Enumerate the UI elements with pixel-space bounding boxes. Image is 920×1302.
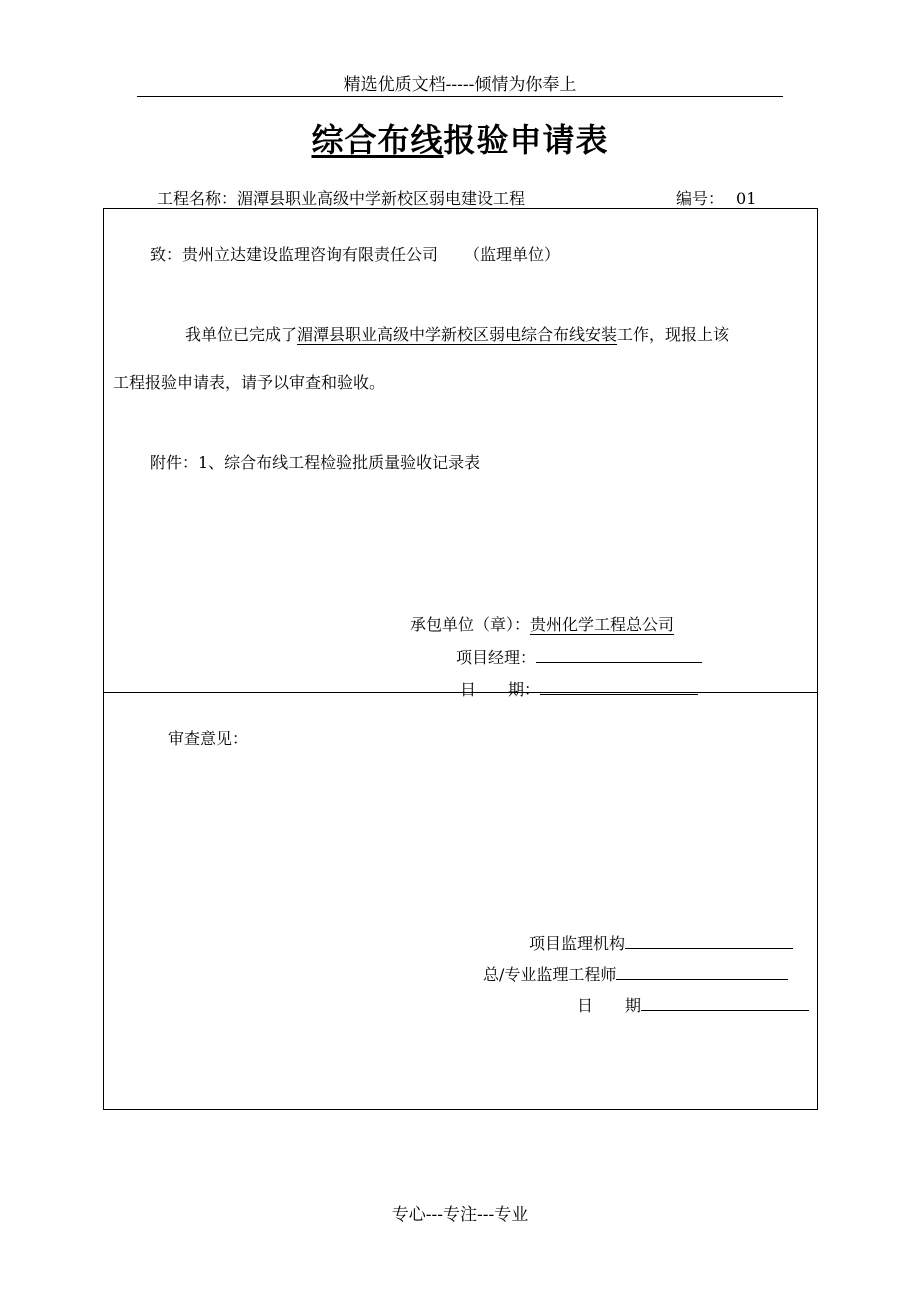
page-header: 精选优质文档-----倾情为你奉上 <box>343 75 577 95</box>
body-work-item: 湄潭县职业高级中学新校区弱电综合布线安装 <box>297 325 618 344</box>
addressee-prefix: 致： <box>150 245 183 264</box>
contractor-date-row <box>460 677 698 700</box>
supervision-org-row <box>529 931 793 954</box>
header-rule <box>137 96 783 97</box>
review-date-blank <box>641 994 809 1011</box>
attachment-line: 附件：1、综合布线工程检验批质量验收记录表 <box>150 453 481 472</box>
contractor-date-blank <box>540 678 698 695</box>
addressee-row <box>150 242 560 265</box>
addressee-company: 贵州立达建设监理咨询有限责任公司 <box>182 245 439 264</box>
project-number-label: 编号： <box>676 189 725 208</box>
supervision-org-label: 项目监理机构 <box>529 934 626 953</box>
project-number-row <box>676 186 756 209</box>
contractor-date-label: 日 期： <box>460 680 541 699</box>
review-date-label: 日 期 <box>577 996 642 1015</box>
project-manager-row <box>456 645 702 668</box>
project-manager-blank <box>536 646 702 663</box>
body-line1-suffix: 工作，现报上该 <box>617 325 730 344</box>
project-number-value: 01 <box>736 189 757 208</box>
project-manager-label: 项目经理： <box>456 648 537 667</box>
supervising-engineer-row <box>483 962 788 985</box>
supervising-engineer-label: 总/专业监理工程师 <box>483 965 617 984</box>
title-rest: 报验申请表 <box>443 121 609 159</box>
supervising-engineer-blank <box>616 963 788 980</box>
page-footer: 专心---专注---专业 <box>391 1205 529 1225</box>
project-name-value: 湄潭县职业高级中学新校区弱电建设工程 <box>237 189 526 208</box>
project-name-label: 工程名称： <box>157 189 238 208</box>
contractor-unit-name: 贵州化学工程总公司 <box>530 615 675 634</box>
review-date-row <box>577 993 809 1016</box>
addressee-role: （监理单位） <box>464 245 561 264</box>
contractor-unit-label: 承包单位（章）： <box>410 615 531 634</box>
review-opinion-label: 审查意见： <box>168 729 249 748</box>
document-title <box>0 115 920 161</box>
supervision-org-blank <box>625 932 793 949</box>
body-line1-prefix: 我单位已完成了 <box>185 325 298 344</box>
body-line-2: 工程报验申请表，请予以审查和验收。 <box>113 373 386 392</box>
title-underlined-part: 综合布线 <box>311 121 444 159</box>
project-name-row <box>157 186 525 209</box>
contractor-unit-row <box>410 612 674 635</box>
body-line-1 <box>185 322 729 345</box>
